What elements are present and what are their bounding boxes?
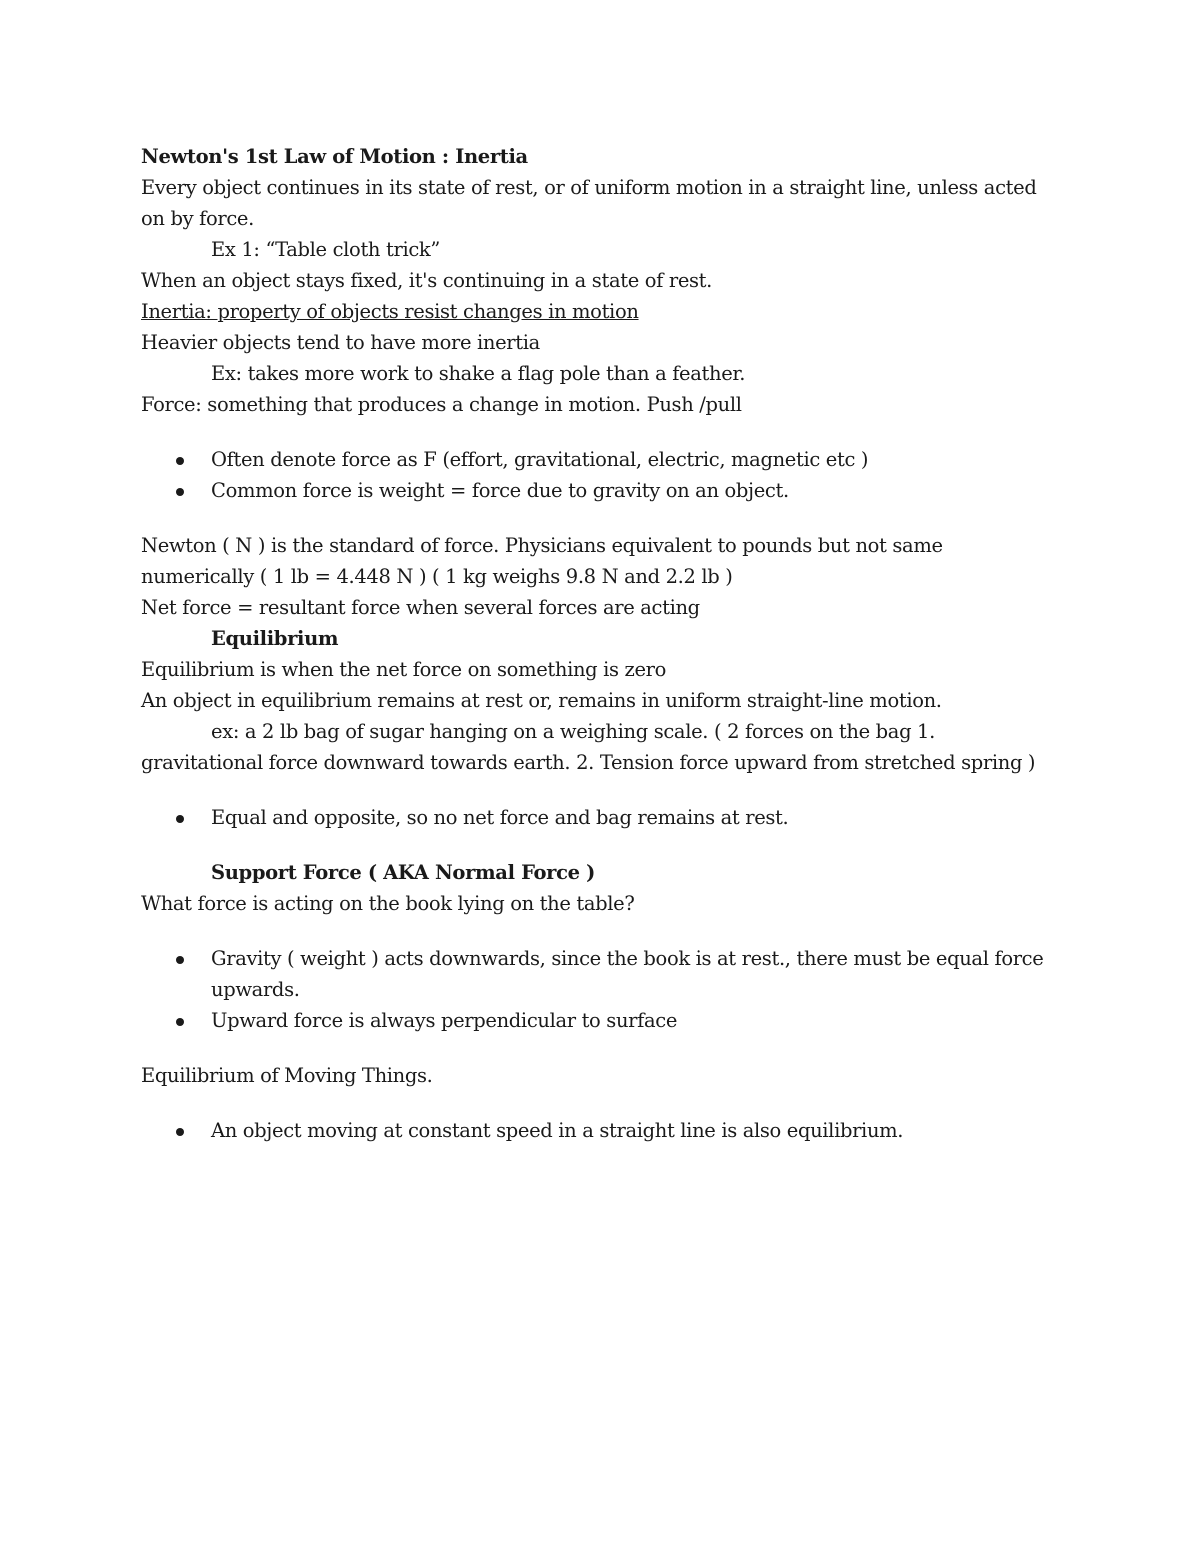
list-item-text: An object moving at constant speed in a straight line is also equilibrium.	[211, 1119, 904, 1142]
list-item-text: Common force is weight = force due to gravity on an object.	[211, 479, 789, 502]
list-item	[211, 1005, 1061, 1036]
list-item-text: Often denote force as F (effort, gravitational, electric, magnetic etc )	[211, 448, 869, 471]
bullet-icon	[176, 815, 184, 823]
bullet-icon	[176, 488, 184, 496]
list-item	[211, 444, 1061, 475]
heavier-paragraph: Heavier objects tend to have more inertia	[141, 331, 540, 354]
support-force-heading: Support Force ( AKA Normal Force )	[211, 861, 595, 884]
moving-bullet-list	[141, 1115, 1061, 1146]
force-definition: Force: something that produces a change in motion. Push /pull	[141, 393, 742, 416]
example-tablecloth: Ex 1: “Table cloth trick”	[211, 238, 440, 261]
newton-definition: Newton ( N ) is the standard of force. Physicians equivalent to pounds but not same numerically ( 1 lb = 4.448 N ) ( 1 kg weighs 9.8 N and 2.2 lb )	[141, 534, 943, 588]
spacer	[141, 919, 1061, 943]
moving-things-heading: Equilibrium of Moving Things.	[141, 1064, 433, 1087]
spacer	[141, 778, 1061, 802]
list-item	[211, 802, 1061, 833]
spacer	[141, 420, 1061, 444]
support-bullet-list	[141, 943, 1061, 1036]
bullet-icon	[176, 457, 184, 465]
page-title: Newton's 1st Law of Motion : Inertia	[141, 145, 528, 168]
spacer	[141, 1091, 1061, 1115]
support-question: What force is acting on the book lying on the table?	[141, 892, 635, 915]
list-item	[211, 475, 1061, 506]
list-item-text: Gravity ( weight ) acts downwards, since the book is at rest., there must be equal force upwards.	[211, 947, 1044, 1001]
list-item	[211, 943, 1061, 1005]
list-item-text: Equal and opposite, so no net force and bag remains at rest.	[211, 806, 789, 829]
document-body	[141, 141, 1061, 1146]
list-item-text: Upward force is always perpendicular to surface	[211, 1009, 678, 1032]
bullet-icon	[176, 1128, 184, 1136]
bullet-icon	[176, 956, 184, 964]
equilibrium-bullet-list	[141, 802, 1061, 833]
inertia-definition-text: Inertia: property of objects resist changes in motion	[141, 300, 639, 323]
equilibrium-heading: Equilibrium	[211, 627, 339, 650]
equilibrium-definition: Equilibrium is when the net force on something is zero	[141, 658, 667, 681]
net-force-paragraph: Net force = resultant force when several forces are acting	[141, 596, 700, 619]
example-sugar: ex: a 2 lb bag of sugar hanging on a weighing scale. ( 2 forces on the bag 1. gravitational force downward towards earth. 2. Tension force upward from stretched spring )	[141, 720, 1036, 774]
list-item	[211, 1115, 1061, 1146]
equilibrium-rest-paragraph: An object in equilibrium remains at rest or, remains in uniform straight-line motion.	[141, 689, 942, 712]
force-bullet-list	[141, 444, 1061, 506]
spacer	[141, 506, 1061, 530]
spacer	[141, 833, 1061, 857]
bullet-icon	[176, 1018, 184, 1026]
fixed-paragraph: When an object stays fixed, it's continuing in a state of rest.	[141, 269, 713, 292]
spacer	[141, 1036, 1061, 1060]
inertia-definition	[141, 296, 1061, 327]
intro-paragraph: Every object continues in its state of rest, or of uniform motion in a straight line, unless acted on by force.	[141, 176, 1037, 230]
example-flagpole: Ex: takes more work to shake a flag pole than a feather.	[211, 362, 746, 385]
